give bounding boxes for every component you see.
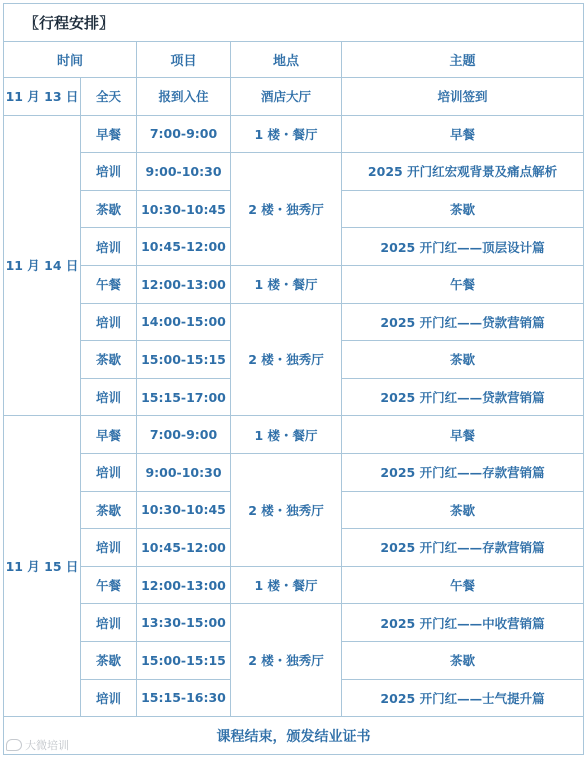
time-cell: 10:45-12:00 xyxy=(137,529,231,567)
slot-cell: 午餐 xyxy=(81,265,137,303)
schedule-wrapper xyxy=(3,3,583,755)
table-row xyxy=(4,566,584,604)
topic-cell: 2025 开门红——中收营销篇 xyxy=(342,604,584,642)
title-row xyxy=(4,4,584,42)
topic-cell: 2025 开门红——存款营销篇 xyxy=(342,529,584,567)
slot-cell: 早餐 xyxy=(81,115,137,153)
slot-cell: 培训 xyxy=(81,679,137,717)
date-cell: 11 月 13 日 xyxy=(4,78,81,116)
time-cell: 10:30-10:45 xyxy=(137,491,231,529)
time-cell: 15:00-15:15 xyxy=(137,341,231,379)
slot-cell: 午餐 xyxy=(81,566,137,604)
watermark-logo-icon xyxy=(6,739,22,751)
item-cell: 报到入住 xyxy=(137,78,231,116)
location-cell: 1 楼・餐厅 xyxy=(231,416,342,454)
location-cell: 1 楼・餐厅 xyxy=(231,566,342,604)
location-cell: 2 楼・独秀厅 xyxy=(231,153,342,266)
time-cell: 7:00-9:00 xyxy=(137,416,231,454)
header-row xyxy=(4,42,584,78)
table-row xyxy=(4,153,584,191)
topic-cell: 午餐 xyxy=(342,566,584,604)
location-cell: 1 楼・餐厅 xyxy=(231,115,342,153)
slot-cell: 茶歇 xyxy=(81,491,137,529)
topic-cell: 茶歇 xyxy=(342,641,584,679)
date-cell: 11 月 14 日 xyxy=(4,115,81,416)
slot-cell: 全天 xyxy=(81,78,137,116)
slot-cell: 培训 xyxy=(81,228,137,266)
slot-cell: 茶歇 xyxy=(81,190,137,228)
table-row xyxy=(4,303,584,341)
time-cell: 9:00-10:30 xyxy=(137,153,231,191)
slot-cell: 培训 xyxy=(81,303,137,341)
slot-cell: 茶歇 xyxy=(81,641,137,679)
time-cell: 15:00-15:15 xyxy=(137,641,231,679)
topic-cell: 早餐 xyxy=(342,115,584,153)
topic-cell: 2025 开门红——贷款营销篇 xyxy=(342,303,584,341)
location-cell: 2 楼・独秀厅 xyxy=(231,604,342,717)
location-cell: 2 楼・独秀厅 xyxy=(231,453,342,566)
slot-cell: 培训 xyxy=(81,604,137,642)
table-row xyxy=(4,78,584,116)
date-cell: 11 月 15 日 xyxy=(4,416,81,717)
slot-cell: 培训 xyxy=(81,529,137,567)
footer-row xyxy=(4,717,584,755)
table-row xyxy=(4,265,584,303)
time-cell: 15:15-16:30 xyxy=(137,679,231,717)
topic-cell: 午餐 xyxy=(342,265,584,303)
time-cell: 9:00-10:30 xyxy=(137,453,231,491)
header-time: 时间 xyxy=(4,42,137,78)
topic-cell: 2025 开门红——顶层设计篇 xyxy=(342,228,584,266)
topic-cell: 培训签到 xyxy=(342,78,584,116)
topic-cell: 2025 开门红——贷款营销篇 xyxy=(342,378,584,416)
watermark-text: 大微培训 xyxy=(25,739,69,752)
time-cell: 12:00-13:00 xyxy=(137,566,231,604)
topic-cell: 2025 开门红——士气提升篇 xyxy=(342,679,584,717)
topic-cell: 2025 开门红宏观背景及痛点解析 xyxy=(342,153,584,191)
header-item: 项目 xyxy=(137,42,231,78)
footer-note: 课程结束，颁发结业证书 xyxy=(4,717,584,755)
time-cell: 15:15-17:00 xyxy=(137,378,231,416)
location-cell: 酒店大厅 xyxy=(231,78,342,116)
topic-cell: 早餐 xyxy=(342,416,584,454)
watermark xyxy=(6,737,69,753)
topic-cell: 茶歇 xyxy=(342,491,584,529)
time-cell: 13:30-15:00 xyxy=(137,604,231,642)
topic-cell: 茶歇 xyxy=(342,341,584,379)
table-row xyxy=(4,604,584,642)
slot-cell: 早餐 xyxy=(81,416,137,454)
time-cell: 7:00-9:00 xyxy=(137,115,231,153)
slot-cell: 培训 xyxy=(81,453,137,491)
time-cell: 10:45-12:00 xyxy=(137,228,231,266)
time-cell: 14:00-15:00 xyxy=(137,303,231,341)
schedule-table xyxy=(3,3,584,755)
table-row xyxy=(4,416,584,454)
topic-cell: 2025 开门红——存款营销篇 xyxy=(342,453,584,491)
time-cell: 10:30-10:45 xyxy=(137,190,231,228)
header-location: 地点 xyxy=(231,42,342,78)
time-cell: 12:00-13:00 xyxy=(137,265,231,303)
slot-cell: 培训 xyxy=(81,378,137,416)
slot-cell: 培训 xyxy=(81,153,137,191)
location-cell: 1 楼・餐厅 xyxy=(231,265,342,303)
topic-cell: 茶歇 xyxy=(342,190,584,228)
page-title: 〖行程安排〗 xyxy=(4,4,584,42)
location-cell: 2 楼・独秀厅 xyxy=(231,303,342,416)
header-topic: 主题 xyxy=(342,42,584,78)
slot-cell: 茶歇 xyxy=(81,341,137,379)
table-row xyxy=(4,115,584,153)
table-row xyxy=(4,453,584,491)
